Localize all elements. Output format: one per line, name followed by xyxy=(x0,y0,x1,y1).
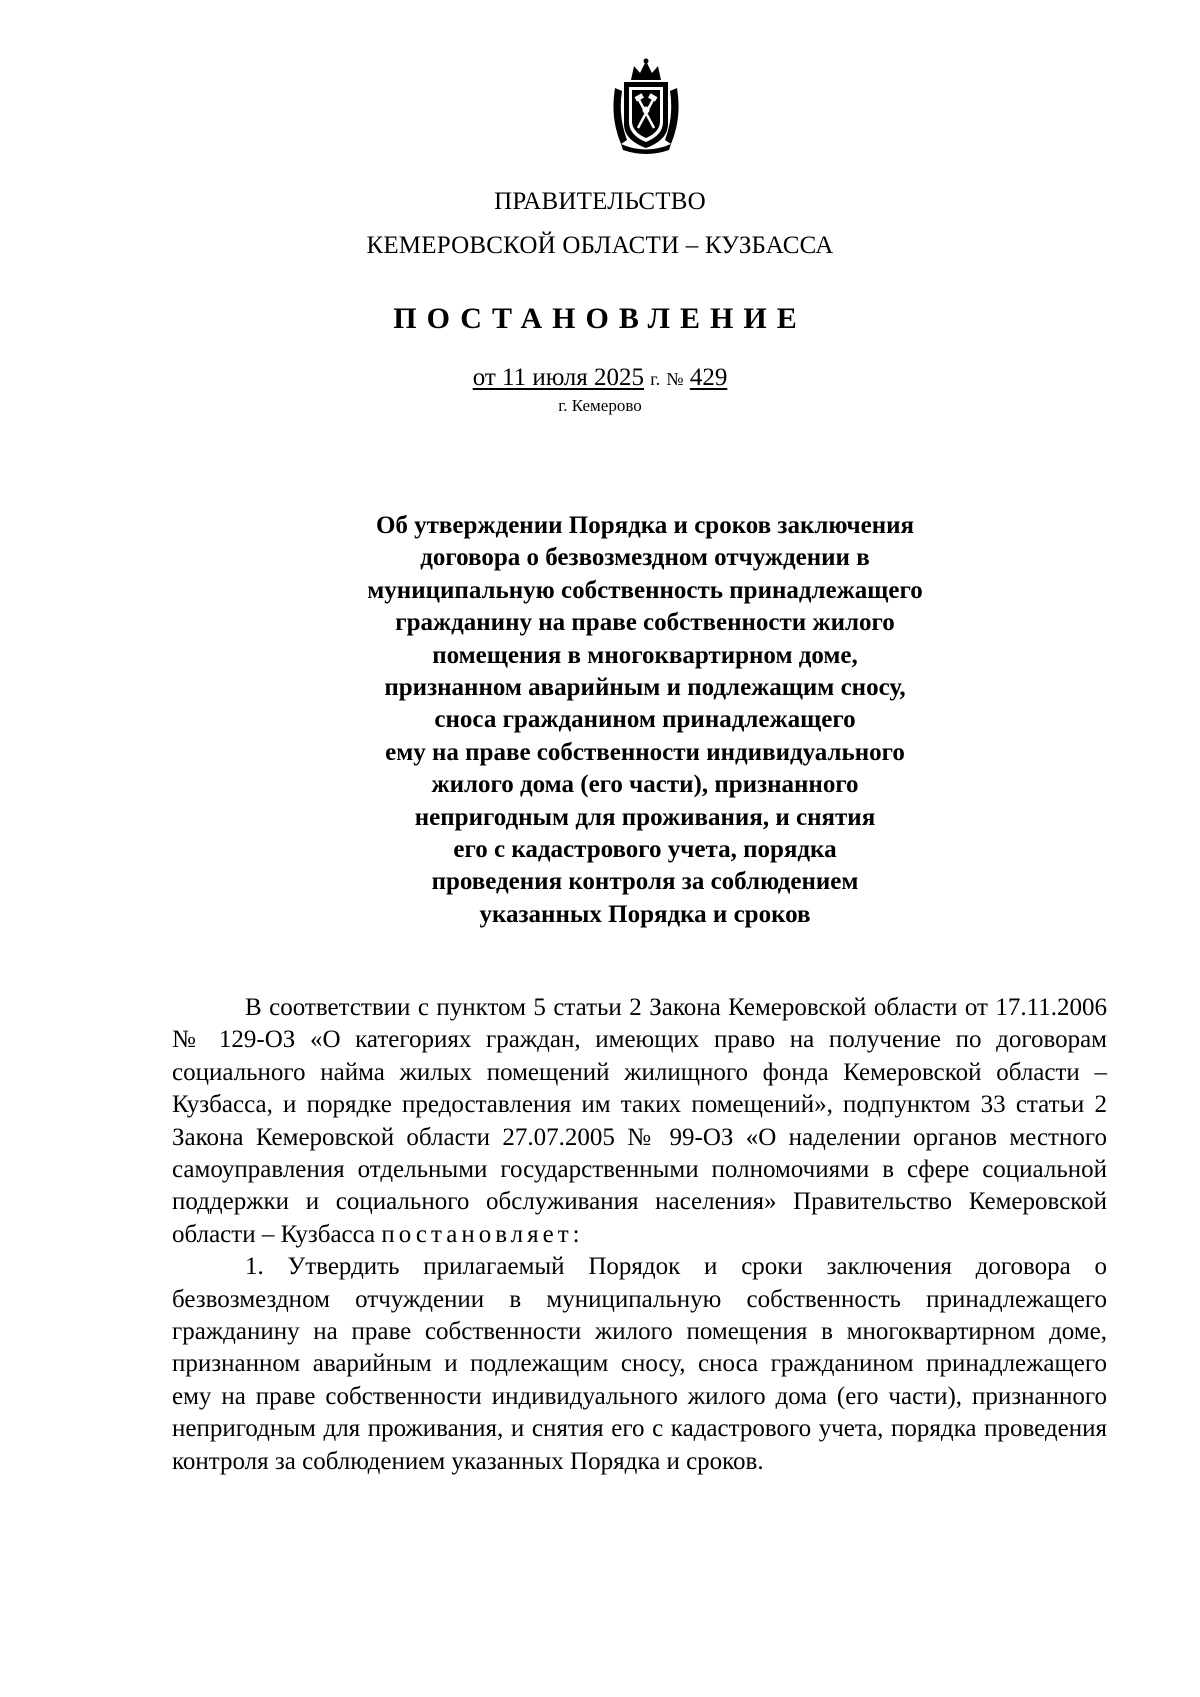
title-line: гражданину на праве собственности жилого xyxy=(395,609,895,637)
title-line: указанных Порядка и сроков xyxy=(479,900,811,928)
document-number: 429 xyxy=(689,364,728,391)
year-suffix: г. xyxy=(650,369,661,389)
document-title xyxy=(250,510,1040,931)
document-date: от 11 июля 2025 xyxy=(472,364,645,391)
date-number-line xyxy=(0,364,1200,392)
preamble-paragraph xyxy=(172,992,1107,1251)
title-line: муниципальную собственность принадлежащего xyxy=(367,576,923,604)
title-line: договора о безвозмездном отчуждении в xyxy=(420,544,870,572)
number-sign: № xyxy=(666,369,684,389)
city-of-issue: г. Кемерово xyxy=(558,396,642,415)
title-line: ему на праве собственности индивидуального xyxy=(385,738,905,766)
title-line: Об утверждении Порядка и сроков заключения xyxy=(375,512,915,539)
title-line: непригодным для проживания, и снятия xyxy=(414,803,876,831)
preamble-text: В соответствии с пунктом 5 статьи 2 Закона Кемеровской области от 17.11.2006 № 129-ОЗ «О категориях граждан, имеющих право на получение по договорам социального найма жилых помещений жилищного фонда Кемеровской области – Кузбасса, и порядке предоставления им таких помещений», подпунктом 33 статьи 2 Закона Кемеровской области 27.07.2005 № 99-ОЗ «О наделении органов местного самоуправления отдельными государственными полномочиями в сфере социальной поддержки и социального обслуживания населения» Правительство Кемеровской области – Кузбасса xyxy=(172,994,1107,1248)
document-type-heading: ПОСТАНОВЛЕНИЕ xyxy=(393,302,807,335)
government-name-line-2: КЕМЕРОВСКОЙ ОБЛАСТИ – КУЗБАССА xyxy=(366,232,834,259)
resolution-verb: постановляет: xyxy=(381,1220,584,1248)
title-line: помещения в многоквартирном доме, xyxy=(432,641,858,669)
document-body xyxy=(172,992,1107,1478)
government-name-line-1: ПРАВИТЕЛЬСТВО xyxy=(494,188,706,215)
coat-of-arms-kemerovo-icon xyxy=(609,58,683,155)
title-line: признанном аварийным и подлежащим сносу, xyxy=(384,674,906,702)
title-line: проведения контроля за соблюдением xyxy=(431,868,859,896)
title-line: его с кадастрового учета, порядка xyxy=(453,836,837,864)
clause-1-paragraph: 1. Утвердить прилагаемый Порядок и сроки заключения договора о безвозмездном отчуждении в муниципальную собственность принадлежащего гражданину на праве собственности жилого помещения в многоквартирном доме, признанном аварийным и подлежащим сносу, сноса гражданином принадлежащего ему на праве собственности индивидуального жилого дома (его части), признанного непригодным для проживания, и снятия его с кадастрового учета, порядка проведения контроля за соблюдением указанных Порядка и сроков. xyxy=(172,1253,1107,1475)
title-line: жилого дома (его части), признанного xyxy=(431,771,859,799)
title-line: сноса гражданином принадлежащего xyxy=(434,706,856,734)
